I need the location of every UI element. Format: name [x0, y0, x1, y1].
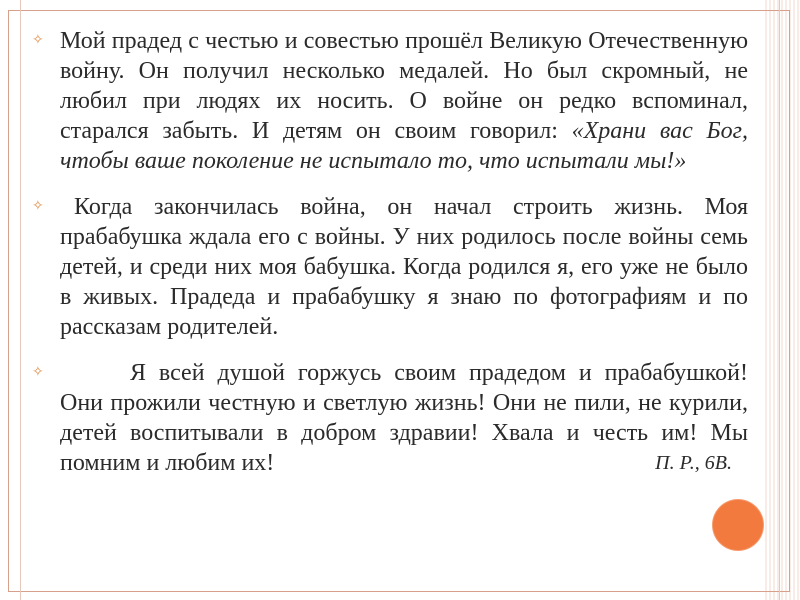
paragraph-3-text: Я всей душой горжусь своим прадедом и прабабушкой! Они прожили честную и светлую жизнь! Они не пили, не курили, детей воспитывали в добром здравии! Хвала и честь им! Мы помним и любим их! [60, 360, 748, 476]
bullet-icon: ✧ [32, 198, 44, 214]
signature: П. Р., 6В. [655, 452, 732, 474]
paragraph-1-text: Мой прадед с честью и совестью прошёл Великую Отечественную войну. Он получил несколько медалей. Но был скромный, не любил при людях их носить. О войне он редко вспоминал, старался забыть. И детям он своим говорил: [60, 28, 748, 144]
decorative-orange-circle [713, 500, 763, 550]
paragraph-3 [32, 358, 748, 478]
grandfather-quote: «Храни вас Бог, чтобы ваше поколение не испытало то, что испытали мы!» [60, 118, 748, 174]
bullet-icon: ✧ [32, 364, 44, 380]
paragraph-2 [32, 192, 748, 342]
paragraph-2-text: Когда закончилась война, он начал строить жизнь. Моя прабабушка ждала его с войны. У них родилось после войны семь детей, и среди них моя бабушка. Когда родился я, его уже не было в живых. Прадеда и прабабушку я знаю по фотографиям и по рассказам родителей. [60, 194, 748, 340]
slide-content [32, 26, 748, 494]
paragraph-1 [32, 26, 748, 176]
bullet-icon: ✧ [32, 32, 44, 48]
